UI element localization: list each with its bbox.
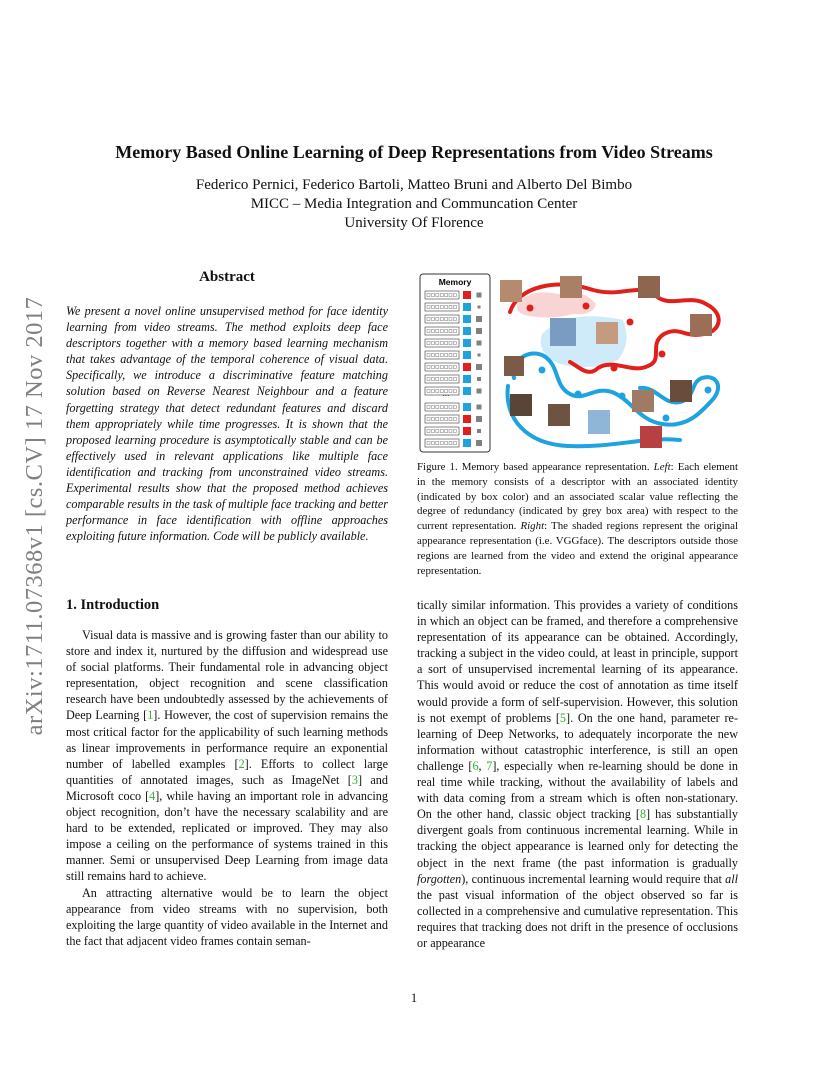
- identity-box: [463, 439, 471, 447]
- redundancy-box: [477, 389, 482, 394]
- redundancy-box: [477, 429, 481, 433]
- introduction-right-column: [417, 597, 738, 951]
- citation-link[interactable]: 7: [486, 758, 493, 773]
- citation-link[interactable]: 3: [351, 772, 358, 787]
- descriptor-point: [619, 393, 626, 400]
- citation-link[interactable]: 8: [639, 807, 647, 822]
- descriptor-point: [627, 319, 634, 326]
- descriptor-point: [539, 367, 546, 374]
- citation-link[interactable]: 4: [149, 788, 156, 803]
- identity-box: [463, 351, 471, 359]
- redundancy-box: [476, 440, 482, 446]
- page-number: 1: [410, 991, 418, 1005]
- face-thumbnail: [596, 322, 618, 344]
- descriptor-point: [575, 391, 582, 398]
- arxiv-sidebar-stamp: [22, 270, 48, 762]
- face-thumbnail: [640, 426, 662, 448]
- identity-box: [463, 387, 471, 395]
- redundancy-box: [476, 316, 482, 322]
- memory-ellipsis: ...: [442, 389, 450, 398]
- arxiv-id: arXiv:1711.07368v1 [cs.CV] 17 Nov 2017: [21, 296, 48, 736]
- intro-paragraph-2: An attracting alternative would be to learn the object appearance from video streams with no supervision, both exploiting the large quantity of video available in the Internet and the fact that adjacent video frames contain seman-: [66, 885, 388, 948]
- redundancy-box: [477, 405, 482, 410]
- redundancy-box: [476, 364, 482, 370]
- face-thumbnail: [638, 276, 660, 298]
- face-thumbnail: [588, 410, 610, 434]
- identity-box: [463, 315, 471, 323]
- redundancy-box: [478, 306, 481, 309]
- abstract-text: We present a novel online unsupervised method for face identity learning from video streams. The method exploits deep face descriptors together with a memory based learning mechanism that takes advantage of the temporal coherence of visual data. Specifically, we introduce a discriminative feature matching solution based on Reverse Nearest Neighbour and a feature forgetting strategy that detect redundant features and discard them appropriately while time progresses. It is shown that the proposed learning procedure is asymptotically stable and can be effectively used in relevant applications like multiple face identification and tracking from unconstrained video streams. Experimental results show that the proposed method achieves comparable results in the task of multiple face tracking and better performance in face identification with offline approaches exploiting future information. Code will be publicly available.: [66, 304, 388, 544]
- descriptor-point: [583, 303, 590, 310]
- redundancy-box: [476, 416, 482, 422]
- author-list: Federico Pernici, Federico Bartoli, Matteo Bruni and Alberto Del Bimbo: [195, 177, 633, 193]
- face-thumbnail: [690, 314, 712, 336]
- face-thumbnail: [670, 380, 692, 402]
- identity-box: [463, 415, 471, 423]
- descriptor-point: [663, 415, 670, 422]
- citation-link[interactable]: 2: [238, 756, 245, 771]
- citation-link[interactable]: 6: [472, 758, 479, 773]
- face-thumbnail: [500, 280, 522, 302]
- paper-title: Memory Based Online Learning of Deep Representations from Video Streams: [115, 142, 713, 162]
- memory-label: Memory: [438, 277, 472, 287]
- descriptor-point: [705, 387, 712, 394]
- abstract-heading: Abstract: [199, 269, 255, 285]
- face-thumbnail: [632, 390, 654, 412]
- affiliation: MICC – Media Integration and Communcation Center: [250, 196, 578, 212]
- identity-box: [463, 375, 471, 383]
- face-thumbnail: [550, 318, 576, 346]
- identity-box: [463, 327, 471, 335]
- face-thumbnail: [560, 276, 582, 298]
- figure-1: [418, 268, 738, 454]
- descriptor-point: [611, 365, 618, 372]
- identity-box: [463, 403, 471, 411]
- citation-link[interactable]: 1: [147, 708, 154, 723]
- redundancy-box: [477, 341, 482, 346]
- descriptor-point: [659, 351, 666, 358]
- identity-box: [463, 303, 471, 311]
- redundancy-box: [476, 328, 482, 334]
- face-thumbnail: [504, 356, 524, 376]
- memory-figure-graphic: [418, 268, 738, 454]
- redundancy-box: [477, 377, 481, 381]
- introduction-left-column: [66, 627, 388, 949]
- identity-box: [463, 363, 471, 371]
- citation-link[interactable]: 5: [559, 710, 567, 725]
- redundancy-box: [478, 354, 481, 357]
- face-thumbnail: [548, 404, 570, 426]
- university: University Of Florence: [344, 215, 484, 231]
- identity-box: [463, 291, 471, 299]
- intro-paragraph-1: Visual data is massive and is growing faster than our ability to store and index it, nurtured by the diffusion and widespread use of social platforms. Their fundamental role in advancing object representation, object recognition and scene classification research have been undoubtedly assessed by the achievements of Deep Learning [1]. However, the cost of supervision remains the most critical factor for the applicability of such learning methods as linear improvements in performance require an exponential number of labelled examples [2]. Efforts to collect large quantities of annotated images, such as ImageNet [3] and Microsoft coco [4], while having an important role in advancing object recognition, don’t have the necessary scalability and are hard to be extended, replicated or improved. They may also impose a ceiling on the performance of systems trained in this manner. Semi or unsupervised Deep Learning from image data still remains hard to achieve.: [66, 628, 388, 884]
- introduction-heading: 1. Introduction: [66, 597, 160, 613]
- descriptor-point: [527, 305, 534, 312]
- identity-box: [463, 339, 471, 347]
- intro-paragraph-3: tically similar information. This provides a variety of conditions in which an object can be framed, and therefore a comprehensive representation of its appearance can be obtained. Accordingly, tracking a subject in the video could, at least in principle, support a sort of unsupervised incremental learning of its appearance. This would avoid or reduce the cost of annotation as time itself would provide a form of self-supervision. However, this solution is not exempt of problems [5]. On the one hand, parameter re-learning of Deep Networks, to adequately incorporate the new information without catastrophic interference, is still an open challenge [6, 7], especially when re-learning should be done in real time while tracking, without the availability of labels and with data coming from a stream which is often non-stationary. On the other hand, classic object tracking [8] has substantially divergent goals from continuous incremental learning. While in tracking the object appearance is learned only for detecting the object in the next frame (the past information is gradually forgotten), continuous incremental learning would require that all the past visual information of the object observed so far is collected in a comprehensive and cumulative representation. This requires that tracking does not drift in the presence of occlusions or appearance: [417, 598, 739, 950]
- identity-box: [463, 427, 471, 435]
- figure-1-caption: Figure 1. Memory based appearance representation. Left: Each element in the memory consists of a descriptor with an associated identity (indicated by box color) and an associated scalar value reflecting the degree of redundancy (indicated by grey box area) with respect to the current representation. Right: The shaded regions represent the original appearance representation (i.e. VGGface). The descriptors outside those regions are learned from the video and extend the original appearance representation.: [417, 461, 738, 577]
- redundancy-box: [477, 293, 482, 298]
- face-thumbnail: [510, 394, 532, 416]
